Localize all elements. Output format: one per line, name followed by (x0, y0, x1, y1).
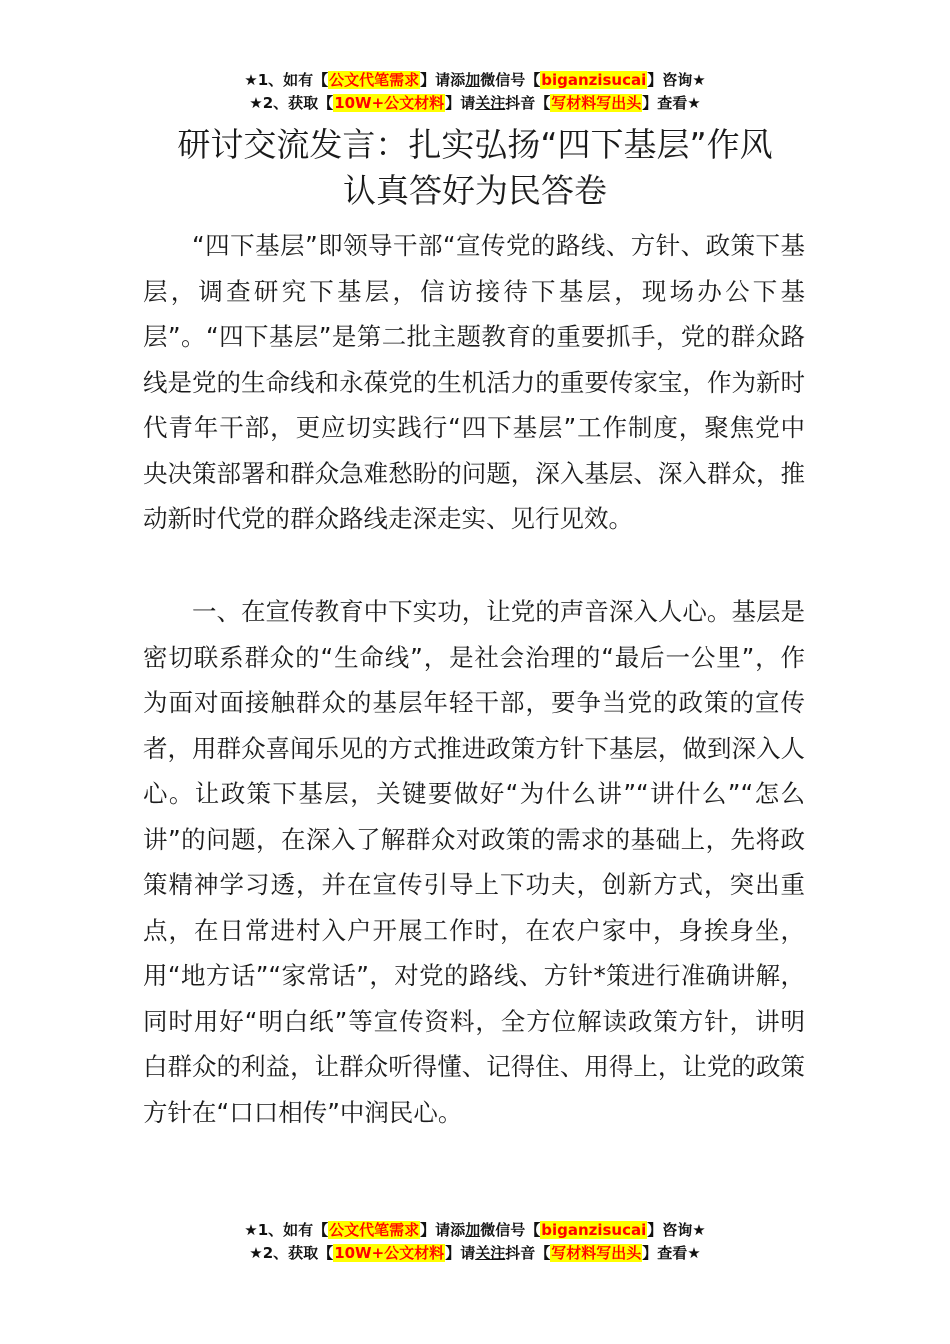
paragraph-intro: “四下基层”即领导干部“宣传党的路线、方针、政策下基层，调查研究下基层，信访接待下基层，现场办公下基层”。“四下基层”是第二批主题教育的重要抓手，党的群众路线是党的生命线和永葆党的生机活力的重要传家宝，作为新时代青年干部，更应切实践行“四下基层”工作制度，聚焦党中央决策部署和群众急难愁盼的问题，深入基层、深入群众，推动新时代党的群众路线走深走实、见行见效。 (143, 231, 805, 533)
ad-highlight-materials: 10W+公文材料 (334, 94, 445, 112)
title-line-1: 研讨交流发言：扎实弘扬“四下基层”作风 (177, 125, 773, 164)
footer-ad-banner (0, 1219, 950, 1265)
ad-wechat-id: biganzisucai (541, 1221, 647, 1239)
ad-douyin-account: 写材料写出头 (551, 94, 642, 112)
title-line-2: 认真答好为民答卷 (343, 171, 607, 210)
ad-highlight-service: 公文代笔需求 (329, 71, 420, 89)
ad-highlight-materials: 10W+公文材料 (334, 1244, 445, 1262)
ad-wechat-id: biganzisucai (541, 71, 647, 89)
ad-highlight-service: 公文代笔需求 (329, 1221, 420, 1239)
header-ad-banner (0, 69, 950, 115)
paragraph-section-1: 一、在宣传教育中下实功，让党的声音深入人心。基层是密切联系群众的“生命线”，是社会治理的“最后一公里”，作为面对面接触群众的基层年轻干部，要争当党的政策的宣传者，用群众喜闻乐见的方式推进政策方针下基层，做到深入人心。让政策下基层，关键要做好“为什么讲”“讲什么”“怎么讲”的问题，在深入了解群众对政策的需求的基础上，先将政策精神学习透，并在宣传引导上下功夫，创新方式，突出重点，在日常进村入户开展工作时，在农户家中，身挨身坐，用“地方话”“家常话”，对党的路线、方针*策进行准确讲解，同时用好“明白纸”等宣传资料，全方位解读政策方针，讲明白群众的利益，让群众听得懂、记得住、用得上，让党的政策方针在“口口相传”中润民心。 (143, 597, 805, 1127)
ad-line-1: ★1、如有【公文代笔需求】请添加微信号【biganzisucai】咨询★ (244, 71, 706, 89)
ad-douyin-account: 写材料写出头 (551, 1244, 642, 1262)
document-title (0, 122, 950, 214)
ad-line-1: ★1、如有【公文代笔需求】请添加微信号【biganzisucai】咨询★ (244, 1221, 706, 1239)
ad-line-2: ★2、获取【10W+公文材料】请关注抖音【写材料写出头】查看★ (249, 94, 701, 112)
ad-line-2: ★2、获取【10W+公文材料】请关注抖音【写材料写出头】查看★ (249, 1244, 701, 1262)
